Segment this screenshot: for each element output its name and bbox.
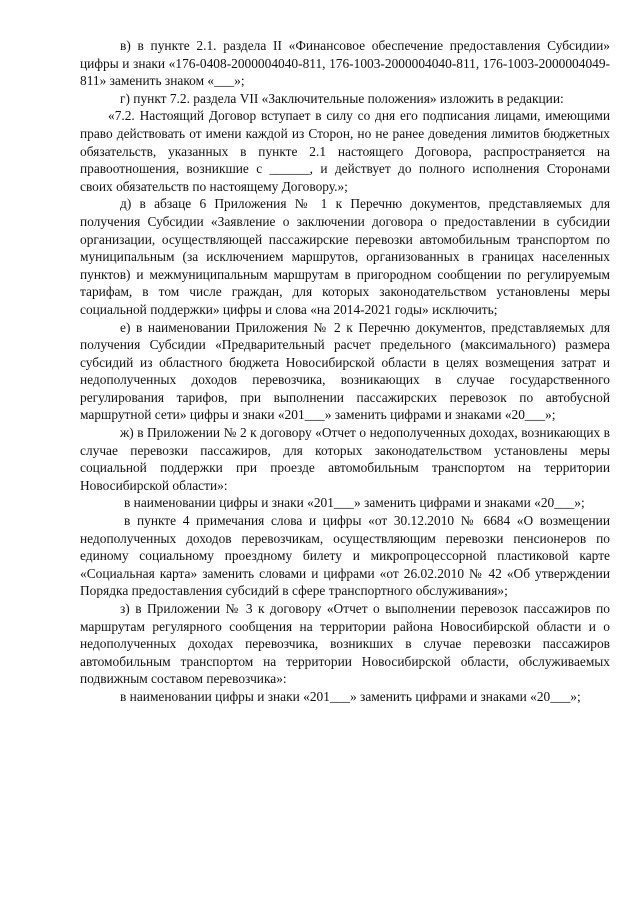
paragraph-z: з) в Приложении № 3 к договору «Отчет о выполнении перевозок пассажиров по маршрутам регулярного сообщения на территории района Новосибирской области и о недополученных доходах перевозчика, возникших в случае перевозки пассажиров автомобильным транспортом на территории Новосибирской области, обслуживаемых подвижным составом перевозчика»: <box>80 601 610 687</box>
paragraph-zh-name: в наименовании цифры и знаки «201___» заменить цифрами и знаками «20___»; <box>124 495 585 511</box>
paragraph-zh: ж) в Приложении № 2 к договору «Отчет о недополученных доходах, возникающих в случае перевозки пассажиров, для которых законодательством установлены меры социальной поддержки при проезде автомобильным транспортом на территории Новосибирской области»: <box>80 425 610 493</box>
paragraph-g: г) пункт 7.2. раздела VII «Заключительные положения» изложить в редакции: <box>120 90 564 106</box>
paragraph-e: е) в наименовании Приложения № 2 к Перечню документов, представляемых для получения Субсидии «Предварительный расчет предельного (максимального) размера субсидий из областного бюджета Новосибирской области в целях возмещения затрат и недополученных доходов перевозчика, возникающих в случае государственного регулирования тарифов, при выполнении пассажирских перевозок по автобусной маршрутной сети» цифры и знаки «201___» заменить цифрами и знаками «20___»; <box>80 319 610 423</box>
paragraph-d: д) в абзаце 6 Приложения № 1 к Перечню документов, представляемых для получения Субсидии «Заявление о заключении договора о предоставлении в субсидии организации, осуществляющей пассажирские перевозки автомобильным транспортом по муниципальным (за исключением маршрутов, организованных в границах населенных пунктов) и межмуниципальным маршрутам в пригородном сообщении по регулируемым тарифам, в том числе граждан, для которых законодательством установлены меры социальной поддержки» цифры и слова «на 2014-2021 годы» исключить; <box>80 196 610 317</box>
paragraph-v: в) в пункте 2.1. раздела II «Финансовое обеспечение предоставления Субсидии» цифры и знаки «176-0408-2000004040-811, 176-1003-2000004040-811, 176-1003-2000004049-811» заменить знаком «___»; <box>80 38 610 89</box>
document-body <box>80 37 610 706</box>
paragraph-z-name: в наименовании цифры и знаки «201___» заменить цифрами и знаками «20___»; <box>120 688 581 704</box>
paragraph-zh-note: в пункте 4 примечания слова и цифры «от 30.12.2010 № 6684 «О возмещении недополученных доходов перевозчикам, осуществляющим перевозки пенсионеров по единому социальному проездному билету и микропроцессорной пластиковой карте «Социальная карта» заменить словами и цифрами «от 26.02.2010 № 42 «Об утверждении Порядка предоставления субсидий в сфере транспортного обслуживания»; <box>80 513 610 599</box>
paragraph-quote-7-2: «7.2. Настоящий Договор вступает в силу со дня его подписания лицами, имеющими право действовать от имени каждой из Сторон, но не ранее доведения лимитов бюджетных обязательств, указанных в пункте 2.1 настоящего Договора, распространяется на правоотношения, возникшие с ______, и действует до полного исполнения Сторонами своих обязательств по настоящему Договору.»; <box>80 108 610 194</box>
